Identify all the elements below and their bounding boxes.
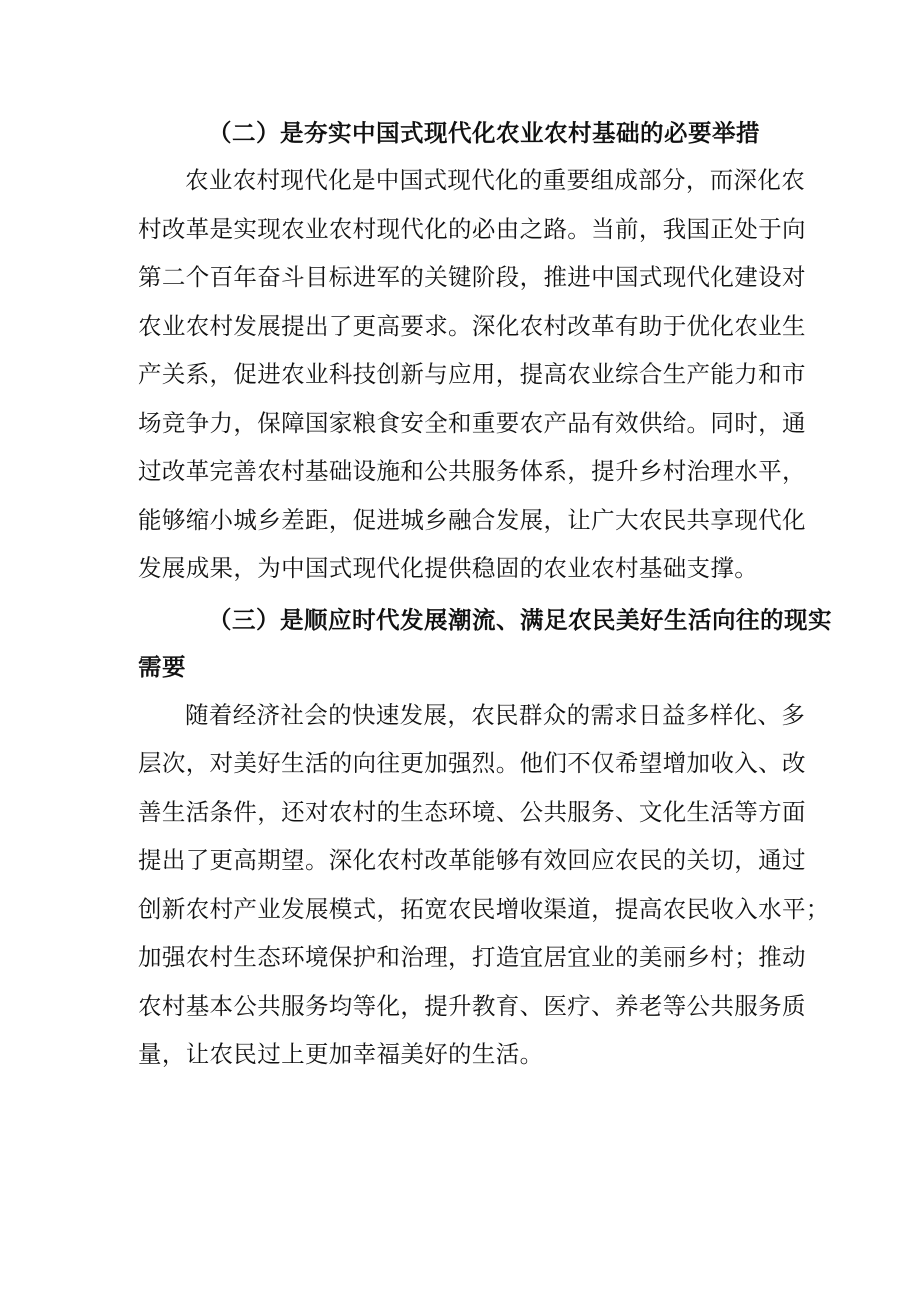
paragraph-line: 加强农村生态环境保护和治理，打造宜居宜业的美丽乡村；推动 (138, 943, 806, 971)
paragraph-line: 过改革完善农村基础设施和公共服务体系，提升乡村治理水平， (138, 457, 806, 485)
paragraph-line: 量，让农民过上更加幸福美好的生活。 (138, 1040, 544, 1068)
paragraph-line: 善生活条件，还对农村的生态环境、公共服务、文化生活等方面 (138, 797, 806, 826)
section-heading-3 (138, 597, 832, 691)
paragraph-line: 农业农村发展提出了更高要求。深化农村改革有助于优化农业生 (138, 311, 806, 340)
section-2-paragraph (138, 156, 806, 593)
paragraph-line: 农业农村现代化是中国式现代化的重要组成部分，而深化农 (185, 166, 806, 194)
paragraph-line: 村改革是实现农业农村现代化的必由之路。当前，我国正处于向 (138, 214, 806, 243)
paragraph-line: 发展成果，为中国式现代化提供稳固的农业农村基础支撑。 (138, 554, 759, 582)
paragraph-line: 能够缩小城乡差距，促进城乡融合发展，让广大农民共享现代化 (138, 505, 806, 534)
paragraph-line: 随着经济社会的快速发展，农民群众的需求日益多样化、多 (185, 700, 806, 729)
paragraph-line: 层次，对美好生活的向往更加强烈。他们不仅希望增加收入、改 (138, 749, 806, 777)
paragraph-line: 创新农村产业发展模式，拓宽农民增收渠道，提高农民收入水平； (138, 894, 830, 923)
paragraph-line: 产关系，促进农业科技创新与应用，提高农业综合生产能力和市 (138, 360, 806, 388)
section-heading-2: （二）是夯实中国式现代化农业农村基础的必要举措 (208, 119, 760, 147)
paragraph-line: 提出了更高期望。深化农村改革能够有效回应农民的关切，通过 (138, 846, 806, 874)
paragraph-line: 农村基本公共服务均等化，提升教育、医疗、养老等公共服务质 (138, 991, 806, 1020)
paragraph-line: 场竞争力，保障国家粮食安全和重要农产品有效供给。同时，通 (138, 408, 806, 437)
section-heading-3-line-2: 需要 (138, 652, 186, 681)
section-3-paragraph (138, 691, 830, 1079)
document-body (138, 110, 832, 1079)
section-heading-3-line-1: （三）是顺应时代发展潮流、满足农民美好生活向往的现实 (208, 605, 832, 634)
paragraph-line: 第二个百年奋斗目标进军的关键阶段，推进中国式现代化建设对 (138, 263, 806, 291)
